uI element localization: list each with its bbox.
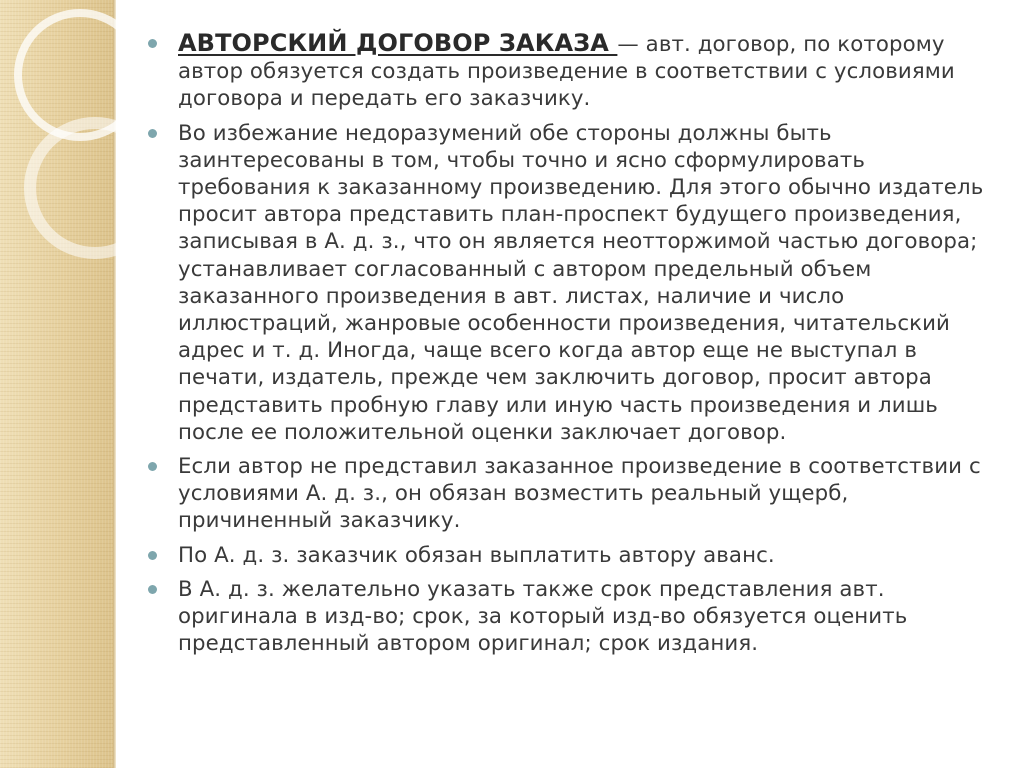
bullet-marker (148, 39, 157, 48)
liability-text: Если автор не представил заказанное произведение в соответствии с условиями А. д. з., он обязан возместить реальный ущерб, причиненный заказчику. (178, 454, 981, 534)
bullet-marker (148, 462, 157, 471)
advance-text: По А. д. з. заказчик обязан выплатить автору аванс. (178, 542, 775, 568)
bullet-marker (148, 129, 157, 138)
bullet-deadlines (148, 576, 998, 658)
requirements-text: Во избежание недоразумений обе стороны должны быть заинтересованы в том, чтобы точно и ясно сформулировать требования к заказанному произведению. Для этого обычно издатель просит автора представить план-проспект будущего произведения, записывая в А. д. з., что он является неотторжимой частью договора; устанавливает согласованный с автором предельный объем заказанного произведения в авт. листах, наличие и число иллюстраций, жанровые особенности произведения, читательский адрес и т. д. Иногда, чаще всего когда автор еще не выступал в печати, издатель, прежде чем заключить договор, просит автора представить пробную главу или иную часть произведения и лишь после ее положительной оценки заключает договор. (178, 120, 984, 445)
bullet-definition (148, 30, 998, 113)
ring-lower (30, 123, 160, 253)
bullet-advance (148, 542, 998, 569)
definition-text: — авт. договор, по которому автор обязуется создать произведение в соответствии с условиями договора и передать его заказчику. (178, 32, 955, 112)
ring-upper (18, 13, 142, 137)
slide-content (148, 30, 998, 664)
deadlines-text: В А. д. з. желательно указать также срок представления авт. оригинала в изд-во; срок, за который изд-во обязуется оценить представленный автором оригинал; срок издания. (178, 576, 908, 657)
bullet-liability (148, 453, 998, 535)
bullet-list (148, 30, 998, 657)
bullet-marker (148, 551, 157, 560)
bullet-marker (148, 585, 157, 594)
definition-term: АВТОРСКИЙ ДОГОВОР ЗАКАЗА (178, 29, 618, 57)
bullet-requirements (148, 120, 998, 446)
